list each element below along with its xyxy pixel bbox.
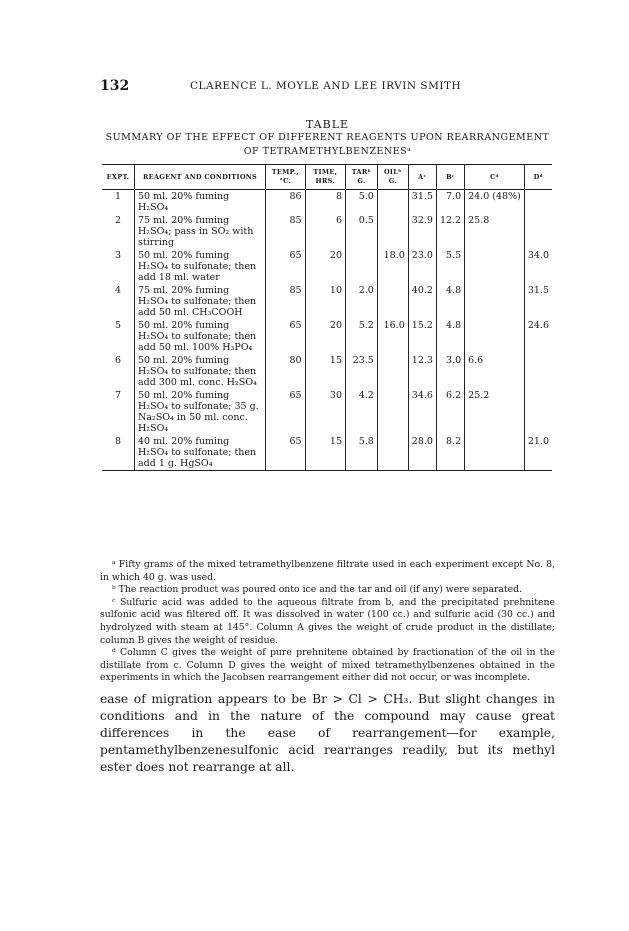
table-row [102, 389, 552, 435]
cell-d: 34.0 [524, 249, 552, 284]
cell-c: 24.0 (48%) [465, 190, 525, 215]
cell-oil [377, 284, 408, 319]
table-row [102, 214, 552, 249]
cell-b: 6.2 [436, 389, 464, 435]
cell-time: 10 [305, 284, 345, 319]
cell-time: 6 [305, 214, 345, 249]
cell-time: 30 [305, 389, 345, 435]
cell-expt: 5 [114, 320, 122, 331]
cell-temp: 80 [266, 354, 306, 389]
cell-temp: 65 [266, 249, 306, 284]
cell-a: 34.6 [408, 389, 436, 435]
col-tar: TARᵇ G. [346, 165, 378, 190]
page-number: 132 [100, 78, 130, 94]
cell-c: 25.2 [465, 389, 525, 435]
cell-b: 3.0 [436, 354, 464, 389]
footnote-d: ᵈ Column C gives the weight of pure prehnitene obtained by fractionation of the oil in the distillate from c. Column D gives the weight of mixed tetramethylbenzenes obtained in the experiments in which the Jacobsen rearrangement either did not occur, or was incomplete. [100, 647, 555, 684]
cell-tar: 5.8 [346, 435, 378, 471]
cell-oil [377, 214, 408, 249]
cell-temp: 85 [266, 214, 306, 249]
cell-a: 32.9 [408, 214, 436, 249]
table-body [102, 190, 552, 471]
cell-tar: 0.5 [346, 214, 378, 249]
cell-reagent: 50 ml. 20% fuming H₂SO₄ to sulfonate; 35 g. Na₂SO₄ in 50 ml. conc. H₂SO₄ [135, 389, 266, 435]
table-title: TABLE [305, 118, 350, 131]
cell-time: 15 [305, 435, 345, 471]
table-header-row [102, 165, 552, 190]
cell-c: 25.8 [465, 214, 525, 249]
body-paragraph [100, 691, 555, 776]
cell-a: 40.2 [408, 284, 436, 319]
cell-d [524, 214, 552, 249]
table-row [102, 284, 552, 319]
cell-a: 31.5 [408, 190, 436, 215]
cell-b: 5.5 [436, 249, 464, 284]
cell-b: 8.2 [436, 435, 464, 471]
cell-tar: 2.0 [346, 284, 378, 319]
cell-temp: 65 [266, 435, 306, 471]
cell-temp: 85 [266, 284, 306, 319]
col-c: Cᵈ [465, 165, 525, 190]
cell-d: 31.5 [524, 284, 552, 319]
cell-expt: 2 [114, 215, 122, 226]
cell-reagent: 75 ml. 20% fuming H₂SO₄ to sulfonate; then add 50 ml. CH₃COOH [135, 284, 266, 319]
cell-d [524, 354, 552, 389]
col-d: Dᵈ [524, 165, 552, 190]
cell-expt: 3 [114, 250, 122, 261]
cell-reagent: 50 ml. 20% fuming H₂SO₄ to sulfonate; then add 18 ml. water [135, 249, 266, 284]
table-row [102, 435, 552, 471]
cell-tar: 23.5 [346, 354, 378, 389]
footnote-a: ᵃ Fifty grams of the mixed tetramethylbenzene filtrate used in each experiment except No. 8, in which 40 g. was used. [100, 559, 555, 583]
cell-reagent: 50 ml. 20% fuming H₂SO₄ to sulfonate; then add 50 ml. 100% H₃PO₄ [135, 319, 266, 354]
cell-oil [377, 190, 408, 215]
col-temp: TEMP., °C. [266, 165, 306, 190]
cell-oil: 18.0 [377, 249, 408, 284]
cell-reagent: 40 ml. 20% fuming H₂SO₄ to sulfonate; then add 1 g. HgSO₄ [135, 435, 266, 471]
cell-a: 12.3 [408, 354, 436, 389]
cell-time: 20 [305, 249, 345, 284]
cell-b: 12.2 [436, 214, 464, 249]
cell-tar [346, 249, 378, 284]
cell-c: 6.6 [465, 354, 525, 389]
running-head: CLARENCE L. MOYLE AND LEE IRVIN SMITH [190, 80, 462, 92]
cell-c [465, 249, 525, 284]
cell-d [524, 389, 552, 435]
cell-b: 4.8 [436, 284, 464, 319]
cell-tar: 5.0 [346, 190, 378, 215]
col-expt: EXPT. [102, 165, 135, 190]
cell-b: 4.8 [436, 319, 464, 354]
cell-oil: 16.0 [377, 319, 408, 354]
cell-expt: 1 [114, 191, 122, 202]
cell-c [465, 435, 525, 471]
cell-d: 24.6 [524, 319, 552, 354]
cell-expt: 4 [114, 285, 122, 296]
cell-c [465, 319, 525, 354]
cell-reagent: 75 ml. 20% fuming H₂SO₄; pass in SO₂ with stirring [135, 214, 266, 249]
paragraph-text: ease of migration appears to be Br > Cl > CH₃. But slight changes in conditions and in the nature of the compound may cause great differences in the ease of rearrangement—for example, pentamethylbenzenesulfonic acid rearranges readily, but its methyl ester does not rearrange at all. [100, 692, 555, 774]
table-row [102, 319, 552, 354]
table-row [102, 190, 552, 215]
table-caption: SUMMARY OF THE EFFECT OF DIFFERENT REAGENTS UPON REARRANGEMENT OF TETRAMETHYLBENZENESᵃ [105, 132, 550, 157]
cell-time: 8 [305, 190, 345, 215]
cell-temp: 86 [266, 190, 306, 215]
cell-d [524, 190, 552, 215]
cell-time: 20 [305, 319, 345, 354]
cell-expt: 6 [114, 355, 122, 366]
col-b: Bᶜ [436, 165, 464, 190]
col-time: TIME, HRS. [305, 165, 345, 190]
cell-temp: 65 [266, 319, 306, 354]
cell-tar: 4.2 [346, 389, 378, 435]
cell-d: 21.0 [524, 435, 552, 471]
col-oil: OILᵇ G. [377, 165, 408, 190]
results-table [102, 164, 552, 471]
col-reagent: REAGENT AND CONDITIONS [135, 165, 266, 190]
cell-oil [377, 354, 408, 389]
page-header [100, 78, 555, 96]
table-footnotes [100, 559, 555, 685]
cell-time: 15 [305, 354, 345, 389]
cell-a: 23.0 [408, 249, 436, 284]
cell-c [465, 284, 525, 319]
cell-expt: 7 [114, 390, 122, 401]
cell-expt: 8 [102, 435, 135, 471]
table-row [102, 354, 552, 389]
cell-a: 15.2 [408, 319, 436, 354]
cell-a: 28.0 [408, 435, 436, 471]
footnote-c: ᶜ Sulfuric acid was added to the aqueous filtrate from b, and the precipitated prehnitene sulfonic acid was filtered off. It was dissolved in water (100 cc.) and sulfuric acid (30 cc.) and hydrolyzed with steam at 145°. Column A gives the weight of crude product in the distillate; column B gives the weight of residue. [100, 596, 555, 646]
cell-oil [377, 435, 408, 471]
footnote-b: ᵇ The reaction product was poured onto ice and the tar and oil (if any) were separated. [112, 584, 523, 596]
cell-reagent: 50 ml. 20% fuming H₂SO₄ [135, 190, 266, 215]
cell-oil [377, 389, 408, 435]
cell-b: 7.0 [436, 190, 464, 215]
cell-temp: 65 [266, 389, 306, 435]
cell-tar: 5.2 [346, 319, 378, 354]
table-row [102, 249, 552, 284]
cell-reagent: 50 ml. 20% fuming H₂SO₄ to sulfonate; then add 300 ml. conc. H₂SO₄ [135, 354, 266, 389]
col-a: Aᶜ [408, 165, 436, 190]
